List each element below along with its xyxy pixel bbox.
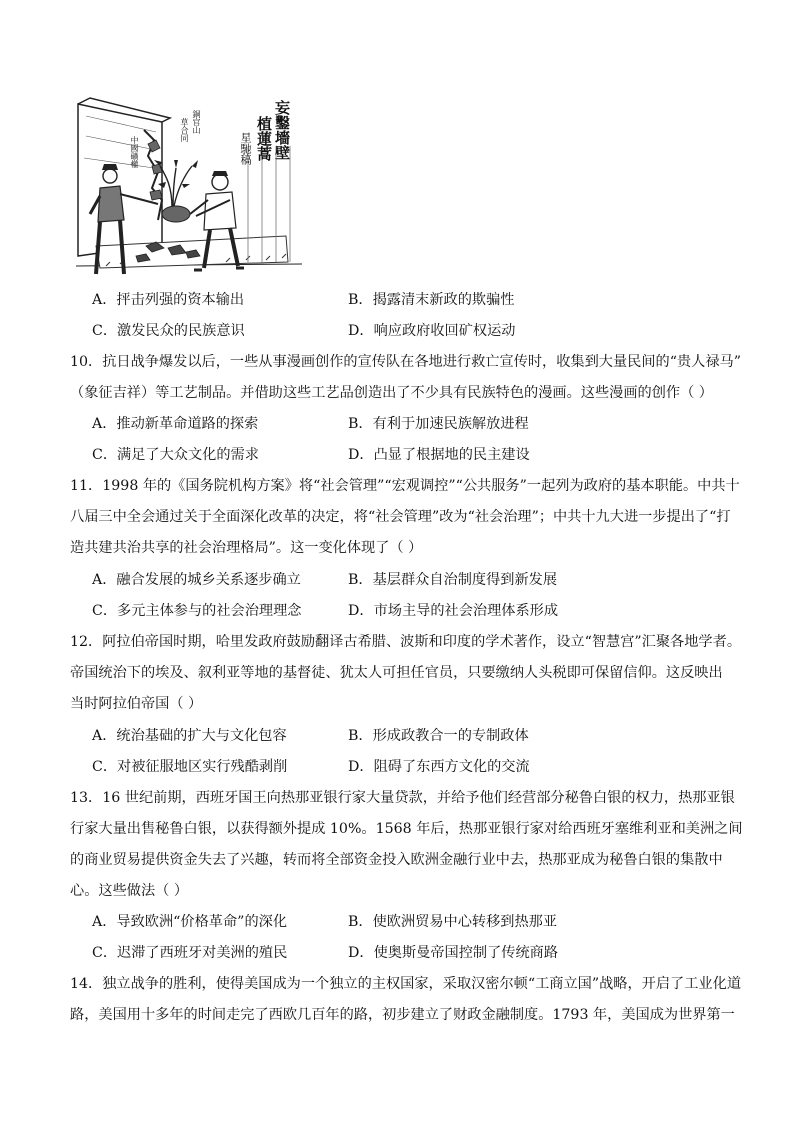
cartoon-label-left: 中國礦權 [130,136,139,168]
q11-option-d[interactable]: D．市场主导的社会治理体系形成 [348,603,559,619]
q10-stem-line: 10．抗日战争爆发以后，一些从事漫画创作的宣传队在各地进行救亡宣传时，收集到大量民间的“贵人禄马” [70,354,742,370]
q12-option-c[interactable]: C．对被征服地区实行残酷剥削 [92,759,288,775]
question-9-cartoon [76,96,302,278]
q9-option-b[interactable]: B．揭露清末新政的欺骗性 [348,292,515,308]
q11-stem-line: 八届三中全会通过关于全面深化改革的决定，将“社会管理”改为“社会治理”；中共十九大进一步提出了“打 [70,509,731,525]
q11-option-c[interactable]: C．多元主体参与的社会治理理念 [92,603,302,619]
q11-stem-line: 11．1998 年的《国务院机构方案》将“社会管理”“宏观调控”“公共服务”一起列为政府的基本职能。中共十 [70,478,740,494]
q10-stem-line: （象征吉祥）等工艺制品。并借助这些工艺品创造出了不少具有民族特色的漫画。这些漫画的创作（ ） [70,385,713,401]
q12-stem-line: 帝国统治下的埃及、叙利亚等地的基督徒、犹太人可担任官员，只要缴纳人头税即可保留信仰。这反映出 [70,665,723,681]
q12-option-d[interactable]: D．阻碍了东西方文化的交流 [348,759,530,775]
q10-option-c[interactable]: C．满足了大众文化的需求 [92,447,259,463]
q13-stem-line: 心。这些做法（ ） [70,883,189,899]
q13-option-c[interactable]: C．迟滞了西班牙对美洲的殖民 [92,945,288,961]
cartoon-label-center2: 草合同 [180,118,189,142]
cartoon-title-col2: 植蓮蒿 [255,116,273,161]
q13-option-a[interactable]: A．导致欧洲“价格革命”的深化 [92,914,288,930]
q12-option-b[interactable]: B．形成政教合一的专制政体 [348,728,529,744]
cartoon-title-col3: 星馳稿 [239,132,252,165]
q9-option-a[interactable]: A．抨击列强的资本输出 [92,292,245,308]
q13-option-d[interactable]: D．使奥斯曼帝国控制了传统商路 [348,945,559,961]
q13-option-b[interactable]: B．使欧洲贸易中心转移到热那亚 [348,914,558,930]
q14-stem-line: 路，美国用十多年的时间走完了西欧几百年的路，初步建立了财政金融制度。1793 年，美国成为世界第一 [70,1007,735,1023]
q13-stem-line: 的商业贸易提供资金失去了兴趣，转而将全部资金投入欧洲金融行业中去，热那亚成为秘鲁白银的集散中 [70,852,723,868]
q11-option-b[interactable]: B．基层群众自治制度得到新发展 [348,572,558,588]
q14-stem-line: 14．独立战争的胜利，使得美国成为一个独立的主权国家，采取汉密尔顿“工商立国”战略，开启了工业化道 [70,976,742,992]
q10-option-b[interactable]: B．有利于加速民族解放进程 [348,416,529,432]
q10-option-a[interactable]: A．推动新革命道路的探索 [92,416,259,432]
q13-stem-line: 行家大量出售秘鲁白银，以获得额外提成 10%。1568 年后，热那亚银行家对给西班牙塞维利亚和美洲之间 [70,821,743,837]
q12-stem-line: 当时阿拉伯帝国（ ） [70,696,203,712]
q13-stem-line: 13．16 世纪前期，西班牙国王向热那亚银行家大量贷款，并给予他们经营部分秘鲁白银的权力，热那亚银 [70,790,735,806]
q12-option-a[interactable]: A．统治基础的扩大与文化包容 [92,728,287,744]
q9-option-d[interactable]: D．响应政府收回矿权运动 [348,323,516,339]
q12-stem-line: 12．阿拉伯帝国时期，哈里发政府鼓励翻译古希腊、波斯和印度的学术著作，设立“智慧宫”汇聚各地学者。 [70,634,742,650]
q11-option-a[interactable]: A．融合发展的城乡关系逐步确立 [92,572,301,588]
q11-stem-line: 造共建共治共享的社会治理格局”。这一变化体现了（ ） [70,540,423,556]
q9-option-c[interactable]: C．激发民众的民族意识 [92,323,245,339]
q10-option-d[interactable]: D．凸显了根据地的民主建设 [348,447,530,463]
cartoon-title-col1: 妄鑿墻壁 [273,100,291,160]
cartoon-label-center1: 銅官山 [192,110,201,134]
